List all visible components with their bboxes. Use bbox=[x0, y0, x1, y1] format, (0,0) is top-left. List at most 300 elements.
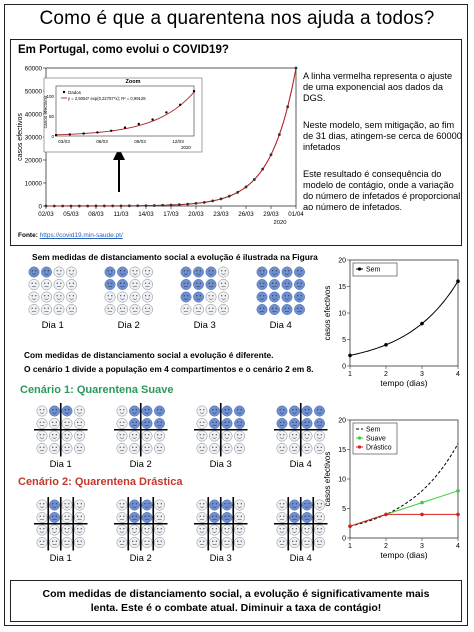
face-circle bbox=[66, 267, 76, 277]
face-eye bbox=[221, 283, 222, 284]
infected-face bbox=[105, 279, 115, 289]
face-eye bbox=[48, 308, 49, 309]
inset-title: Zoom bbox=[125, 79, 141, 85]
para-resultado: Este resultado é consequência do modelo de contágio, onde a variação do número de infetados é proporcional ao número de infetados. bbox=[303, 169, 461, 212]
face-circle bbox=[154, 525, 164, 535]
healthy-face bbox=[41, 304, 51, 314]
face-eye bbox=[145, 434, 146, 435]
healthy-face bbox=[218, 292, 228, 302]
infected-face bbox=[289, 500, 299, 510]
face-circle bbox=[222, 512, 232, 522]
face-circle bbox=[197, 537, 207, 547]
infected-face bbox=[302, 500, 312, 510]
y-axis-label: casos efectivos bbox=[323, 451, 332, 507]
data-point bbox=[170, 204, 173, 207]
series-point bbox=[420, 501, 424, 505]
face-eye bbox=[297, 283, 298, 284]
face-circle bbox=[209, 525, 219, 535]
face-circle bbox=[193, 292, 203, 302]
face-eye bbox=[280, 434, 281, 435]
face-circle bbox=[289, 443, 299, 453]
data-point bbox=[286, 105, 289, 108]
healthy-face bbox=[234, 431, 244, 441]
y-tick-label: 50000 bbox=[24, 88, 42, 96]
face-eye bbox=[32, 270, 33, 271]
face-eye bbox=[120, 308, 121, 309]
infected-face bbox=[129, 512, 139, 522]
face-eye bbox=[321, 409, 322, 410]
infected-face bbox=[142, 512, 152, 522]
face-circle bbox=[74, 512, 84, 522]
face-circle bbox=[269, 279, 279, 289]
infected-face bbox=[289, 406, 299, 416]
data-point bbox=[128, 204, 131, 207]
face-eye bbox=[81, 528, 82, 529]
face-circle bbox=[154, 500, 164, 510]
healthy-face bbox=[206, 304, 216, 314]
healthy-face bbox=[129, 431, 139, 441]
face-eye bbox=[68, 541, 69, 542]
face-eye bbox=[120, 447, 121, 448]
face-eye bbox=[212, 270, 213, 271]
infected-face bbox=[62, 406, 72, 416]
face-eye bbox=[111, 270, 112, 271]
face-eye bbox=[32, 295, 33, 296]
healthy-face bbox=[234, 537, 244, 547]
healthy-face bbox=[117, 406, 127, 416]
x-tick-label: 01/04 bbox=[288, 211, 304, 218]
day-label: Dia 2 bbox=[129, 553, 152, 564]
inset-data-point bbox=[193, 90, 195, 92]
face-eye bbox=[237, 541, 238, 542]
healthy-face bbox=[62, 512, 72, 522]
face-eye bbox=[296, 503, 297, 504]
face-eye bbox=[216, 447, 217, 448]
face-eye bbox=[60, 270, 61, 271]
healthy-face bbox=[62, 443, 72, 453]
face-eye bbox=[216, 422, 217, 423]
face-circle bbox=[49, 406, 59, 416]
face-circle bbox=[193, 267, 203, 277]
face-eye bbox=[216, 434, 217, 435]
healthy-face bbox=[302, 443, 312, 453]
face-eye bbox=[32, 308, 33, 309]
face-eye bbox=[157, 516, 158, 517]
face-eye bbox=[260, 308, 261, 309]
infected-face bbox=[142, 500, 152, 510]
infected-face bbox=[277, 418, 287, 428]
face-eye bbox=[111, 295, 112, 296]
healthy-face bbox=[130, 267, 140, 277]
y-axis-label: casos efectivos bbox=[17, 113, 24, 161]
face-eye bbox=[228, 447, 229, 448]
face-circle bbox=[277, 418, 287, 428]
face-eye bbox=[187, 283, 188, 284]
face-eye bbox=[77, 528, 78, 529]
face-eye bbox=[216, 503, 217, 504]
infected-face bbox=[222, 512, 232, 522]
face-eye bbox=[305, 422, 306, 423]
face-eye bbox=[56, 434, 57, 435]
face-eye bbox=[145, 422, 146, 423]
fonte-link[interactable]: https://covid19.min-saude.pt/ bbox=[39, 232, 123, 239]
inset-legend-data: Dados bbox=[68, 90, 82, 95]
face-eye bbox=[60, 308, 61, 309]
face-circle bbox=[257, 304, 267, 314]
face-eye bbox=[136, 422, 137, 423]
face-eye bbox=[148, 528, 149, 529]
y-tick-label: 5 bbox=[342, 337, 346, 344]
healthy-face bbox=[154, 525, 164, 535]
face-eye bbox=[203, 409, 204, 410]
healthy-face bbox=[66, 267, 76, 277]
face-circle bbox=[142, 500, 152, 510]
healthy-face bbox=[289, 525, 299, 535]
face-circle bbox=[142, 292, 152, 302]
data-point bbox=[145, 204, 148, 207]
face-circle bbox=[54, 267, 64, 277]
healthy-face bbox=[142, 292, 152, 302]
healthy-face bbox=[130, 292, 140, 302]
face-eye bbox=[292, 434, 293, 435]
face-eye bbox=[228, 434, 229, 435]
healthy-face bbox=[117, 431, 127, 441]
face-eye bbox=[57, 308, 58, 309]
face-eye bbox=[161, 503, 162, 504]
face-eye bbox=[52, 541, 53, 542]
inset-data-point bbox=[110, 130, 112, 132]
infected-face bbox=[222, 418, 232, 428]
face-circle bbox=[142, 512, 152, 522]
healthy-face bbox=[62, 525, 72, 535]
face-eye bbox=[48, 270, 49, 271]
face-eye bbox=[221, 295, 222, 296]
infected-face bbox=[105, 267, 115, 277]
face-circle bbox=[74, 500, 84, 510]
face-eye bbox=[241, 503, 242, 504]
face-circle bbox=[37, 537, 47, 547]
face-eye bbox=[148, 503, 149, 504]
healthy-face bbox=[181, 304, 191, 314]
y-tick-label: 0 bbox=[342, 363, 346, 371]
inset-data-point bbox=[96, 131, 98, 133]
y-tick-label: 5 bbox=[342, 506, 346, 513]
inset-data-point bbox=[82, 132, 84, 134]
face-eye bbox=[241, 422, 242, 423]
face-circle bbox=[154, 537, 164, 547]
face-eye bbox=[301, 283, 302, 284]
face-circle bbox=[41, 267, 51, 277]
healthy-face bbox=[234, 443, 244, 453]
infected-face bbox=[289, 512, 299, 522]
infected-face bbox=[49, 406, 59, 416]
face-circle bbox=[129, 406, 139, 416]
face-circle bbox=[74, 443, 84, 453]
face-eye bbox=[216, 516, 217, 517]
face-eye bbox=[81, 434, 82, 435]
face-eye bbox=[123, 434, 124, 435]
infected-face bbox=[206, 279, 216, 289]
face-eye bbox=[52, 516, 53, 517]
face-eye bbox=[161, 528, 162, 529]
face-eye bbox=[145, 528, 146, 529]
data-point bbox=[61, 205, 64, 208]
x-year-label: 2020 bbox=[273, 220, 287, 226]
face-circle bbox=[37, 512, 47, 522]
face-eye bbox=[108, 270, 109, 271]
face-eye bbox=[145, 541, 146, 542]
face-eye bbox=[203, 447, 204, 448]
face-eye bbox=[305, 516, 306, 517]
face-eye bbox=[212, 295, 213, 296]
healthy-face bbox=[277, 431, 287, 441]
face-eye bbox=[200, 434, 201, 435]
face-eye bbox=[43, 447, 44, 448]
face-circle bbox=[62, 500, 72, 510]
face-eye bbox=[136, 434, 137, 435]
infected-face bbox=[257, 304, 267, 314]
series-point bbox=[348, 524, 352, 528]
infected-face bbox=[294, 267, 304, 277]
healthy-face bbox=[142, 267, 152, 277]
face-eye bbox=[148, 434, 149, 435]
data-point bbox=[153, 204, 156, 207]
healthy-face bbox=[49, 443, 59, 453]
x-tick-label: 26/03 bbox=[238, 211, 254, 218]
face-eye bbox=[43, 422, 44, 423]
face-eye bbox=[292, 503, 293, 504]
infected-face bbox=[234, 418, 244, 428]
face-eye bbox=[200, 516, 201, 517]
face-eye bbox=[305, 447, 306, 448]
inset-data-point bbox=[138, 123, 140, 125]
para-modelo: Neste modelo, sem mitigação, ao fim de 31 dias, atingem-se cerca de 60000 infetados bbox=[303, 120, 462, 152]
face-eye bbox=[225, 528, 226, 529]
face-eye bbox=[73, 295, 74, 296]
face-circle bbox=[41, 292, 51, 302]
healthy-face bbox=[197, 443, 207, 453]
face-eye bbox=[136, 283, 137, 284]
data-point bbox=[186, 203, 189, 206]
face-eye bbox=[120, 541, 121, 542]
face-eye bbox=[209, 308, 210, 309]
healthy-face bbox=[209, 537, 219, 547]
face-eye bbox=[296, 422, 297, 423]
face-eye bbox=[225, 308, 226, 309]
series-point bbox=[456, 279, 460, 283]
face-eye bbox=[145, 516, 146, 517]
face-eye bbox=[108, 283, 109, 284]
face-circle bbox=[294, 292, 304, 302]
face-eye bbox=[40, 447, 41, 448]
healthy-face bbox=[54, 267, 64, 277]
face-eye bbox=[237, 434, 238, 435]
x-tick-label: 23/03 bbox=[213, 211, 229, 218]
face-eye bbox=[35, 308, 36, 309]
face-eye bbox=[35, 270, 36, 271]
face-eye bbox=[133, 283, 134, 284]
face-eye bbox=[209, 283, 210, 284]
face-eye bbox=[292, 447, 293, 448]
face-circle bbox=[129, 525, 139, 535]
face-eye bbox=[161, 541, 162, 542]
face-circle bbox=[209, 431, 219, 441]
healthy-face bbox=[142, 525, 152, 535]
face-eye bbox=[44, 295, 45, 296]
face-eye bbox=[132, 503, 133, 504]
infected-face bbox=[129, 418, 139, 428]
legend-label: Drástico bbox=[366, 444, 392, 452]
infected-face bbox=[269, 304, 279, 314]
face-eye bbox=[124, 308, 125, 309]
healthy-face bbox=[222, 431, 232, 441]
face-circle bbox=[37, 443, 47, 453]
healthy-face bbox=[74, 406, 84, 416]
face-eye bbox=[276, 295, 277, 296]
face-eye bbox=[203, 528, 204, 529]
face-eye bbox=[148, 516, 149, 517]
face-eye bbox=[225, 434, 226, 435]
face-circle bbox=[222, 418, 232, 428]
face-circle bbox=[209, 406, 219, 416]
face-eye bbox=[136, 503, 137, 504]
face-eye bbox=[52, 434, 53, 435]
x-tick-label: 1 bbox=[348, 371, 352, 378]
face-circle bbox=[289, 537, 299, 547]
face-eye bbox=[124, 295, 125, 296]
face-eye bbox=[237, 447, 238, 448]
para-linha-vermelha: A linha vermelha representa o ajuste de uma exponencial aos dados da DGS. bbox=[303, 71, 453, 103]
face-eye bbox=[123, 528, 124, 529]
face-circle bbox=[282, 304, 292, 314]
healthy-face bbox=[105, 292, 115, 302]
face-circle bbox=[129, 443, 139, 453]
face-eye bbox=[69, 270, 70, 271]
face-circle bbox=[282, 292, 292, 302]
face-eye bbox=[212, 422, 213, 423]
face-eye bbox=[212, 528, 213, 529]
healthy-face bbox=[154, 443, 164, 453]
face-circle bbox=[117, 406, 127, 416]
face-eye bbox=[283, 528, 284, 529]
healthy-face bbox=[37, 537, 47, 547]
face-eye bbox=[48, 283, 49, 284]
face-circle bbox=[142, 406, 152, 416]
day-label: Dia 4 bbox=[269, 320, 292, 331]
face-circle bbox=[218, 304, 228, 314]
face-eye bbox=[149, 295, 150, 296]
healthy-face bbox=[197, 406, 207, 416]
face-eye bbox=[203, 422, 204, 423]
face-circle bbox=[302, 537, 312, 547]
face-eye bbox=[200, 541, 201, 542]
face-eye bbox=[203, 503, 204, 504]
healthy-face bbox=[142, 537, 152, 547]
face-eye bbox=[65, 528, 66, 529]
face-eye bbox=[60, 295, 61, 296]
face-eye bbox=[43, 409, 44, 410]
healthy-face bbox=[206, 292, 216, 302]
face-circle bbox=[129, 537, 139, 547]
healthy-face bbox=[117, 443, 127, 453]
face-circle bbox=[117, 525, 127, 535]
face-eye bbox=[65, 434, 66, 435]
data-point bbox=[236, 191, 239, 194]
face-circle bbox=[29, 279, 39, 289]
healthy-face bbox=[289, 537, 299, 547]
face-circle bbox=[277, 525, 287, 535]
face-eye bbox=[241, 528, 242, 529]
face-eye bbox=[184, 295, 185, 296]
face-circle bbox=[130, 304, 140, 314]
face-eye bbox=[296, 541, 297, 542]
face-circle bbox=[222, 500, 232, 510]
infected-face bbox=[154, 418, 164, 428]
face-eye bbox=[228, 528, 229, 529]
face-circle bbox=[302, 500, 312, 510]
face-eye bbox=[145, 503, 146, 504]
face-eye bbox=[292, 516, 293, 517]
face-circle bbox=[37, 418, 47, 428]
healthy-face bbox=[49, 537, 59, 547]
healthy-face bbox=[302, 431, 312, 441]
face-eye bbox=[296, 409, 297, 410]
face-circle bbox=[66, 292, 76, 302]
face-eye bbox=[157, 409, 158, 410]
day-label: Dia 4 bbox=[289, 459, 312, 470]
face-circle bbox=[218, 267, 228, 277]
face-circle bbox=[234, 443, 244, 453]
healthy-face bbox=[129, 443, 139, 453]
face-circle bbox=[142, 418, 152, 428]
healthy-face bbox=[142, 443, 152, 453]
face-circle bbox=[29, 292, 39, 302]
face-circle bbox=[269, 304, 279, 314]
face-eye bbox=[136, 541, 137, 542]
legend-label: Sem bbox=[366, 426, 381, 434]
face-circle bbox=[294, 279, 304, 289]
face-circle bbox=[129, 431, 139, 441]
face-eye bbox=[148, 409, 149, 410]
face-circle bbox=[277, 500, 287, 510]
face-circle bbox=[289, 500, 299, 510]
face-eye bbox=[237, 503, 238, 504]
healthy-face bbox=[209, 525, 219, 535]
face-eye bbox=[40, 516, 41, 517]
face-eye bbox=[65, 409, 66, 410]
day-label: Dia 3 bbox=[193, 320, 216, 331]
healthy-face bbox=[142, 304, 152, 314]
inset-x-tick-label: 03/03 bbox=[58, 139, 70, 144]
x-axis-label: tempo (dias) bbox=[380, 550, 428, 560]
day-label: Dia 2 bbox=[117, 320, 140, 331]
face-eye bbox=[237, 422, 238, 423]
face-eye bbox=[56, 541, 57, 542]
face-circle bbox=[181, 267, 191, 277]
face-eye bbox=[260, 270, 261, 271]
series-point bbox=[420, 322, 424, 326]
face-eye bbox=[157, 422, 158, 423]
face-circle bbox=[117, 292, 127, 302]
face-eye bbox=[69, 283, 70, 284]
healthy-face bbox=[197, 537, 207, 547]
infected-face bbox=[257, 267, 267, 277]
inset-data-point bbox=[124, 126, 126, 128]
face-eye bbox=[200, 447, 201, 448]
face-eye bbox=[283, 422, 284, 423]
cenario2-grids bbox=[20, 492, 320, 574]
infected-face bbox=[209, 500, 219, 510]
